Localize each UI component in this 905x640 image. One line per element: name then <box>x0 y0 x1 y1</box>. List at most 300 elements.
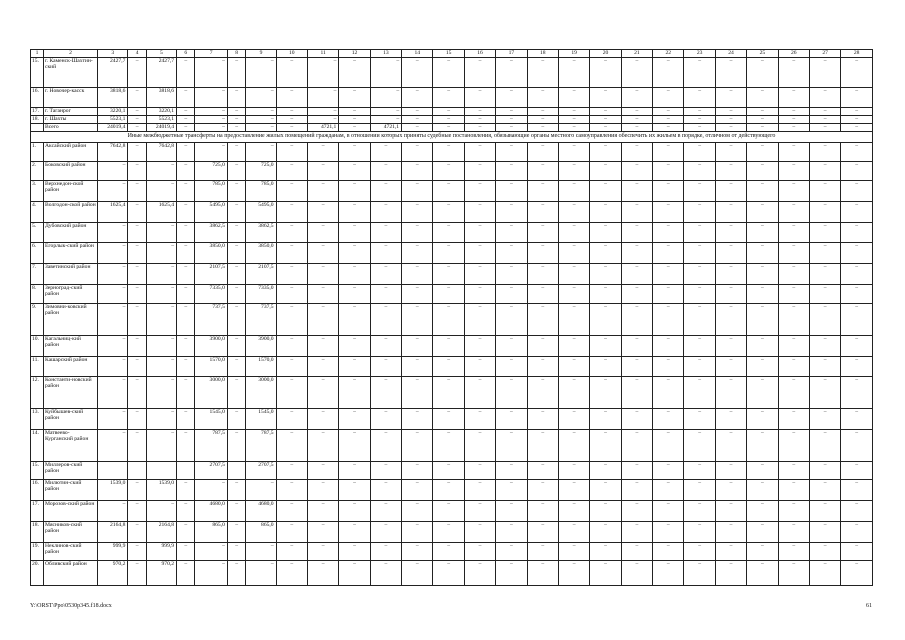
value-cell: – <box>98 263 128 284</box>
value-cell: – <box>621 284 652 303</box>
value-cell: – <box>276 560 307 585</box>
value-cell: – <box>177 284 195 303</box>
value-cell: – <box>590 500 621 521</box>
value-cell: – <box>496 263 527 284</box>
value-cell: – <box>715 116 746 124</box>
value-cell: – <box>177 429 195 461</box>
value-cell: – <box>778 222 809 242</box>
value-cell: – <box>684 201 715 222</box>
value-cell: – <box>621 429 652 461</box>
table-row <box>31 408 873 429</box>
value-cell: – <box>621 303 652 335</box>
row-number: 15. <box>31 58 44 88</box>
value-cell: 4721,1 <box>370 124 401 132</box>
value-cell: 5523,1 <box>146 116 176 124</box>
value-cell: – <box>177 376 195 408</box>
value-cell: – <box>558 242 589 263</box>
value-cell: – <box>177 542 195 560</box>
value-cell: – <box>402 408 433 429</box>
value-cell: – <box>590 479 621 500</box>
value-cell: – <box>778 180 809 201</box>
value-cell: 2164,8 <box>98 521 128 542</box>
value-cell: – <box>177 479 195 500</box>
value-cell: – <box>276 124 307 132</box>
row-name: Заветинский район <box>43 263 97 284</box>
value-cell: 970,2 <box>98 560 128 585</box>
value-cell: – <box>715 500 746 521</box>
value-cell: – <box>653 376 684 408</box>
value-cell: – <box>433 408 464 429</box>
value-cell: – <box>227 88 245 108</box>
value-cell: – <box>128 58 146 88</box>
row-name: г. Новочер-касск <box>43 88 97 108</box>
table-row <box>31 542 873 560</box>
value-cell: – <box>809 303 840 335</box>
row-name: г. Каменск-Шахтин-ский <box>43 58 97 88</box>
value-cell: 2164,8 <box>146 521 176 542</box>
value-cell: – <box>684 560 715 585</box>
value-cell: – <box>621 479 652 500</box>
value-cell: – <box>715 108 746 116</box>
column-number: 5 <box>146 50 176 58</box>
value-cell: – <box>339 542 370 560</box>
value-cell: – <box>809 356 840 376</box>
value-cell: – <box>339 124 370 132</box>
value-cell: – <box>128 429 146 461</box>
table-row <box>31 108 873 116</box>
value-cell: – <box>246 479 276 500</box>
value-cell: – <box>307 161 338 180</box>
row-name: г. Шахты <box>43 116 97 124</box>
value-cell: – <box>527 303 558 335</box>
column-number: 20 <box>590 50 621 58</box>
value-cell: – <box>809 263 840 284</box>
value-cell: – <box>177 142 195 161</box>
row-number: 16. <box>31 479 44 500</box>
value-cell: – <box>527 560 558 585</box>
value-cell: 7335,0 <box>195 284 227 303</box>
table-row <box>31 263 873 284</box>
value-cell: – <box>98 500 128 521</box>
value-cell: – <box>841 500 873 521</box>
value-cell: – <box>464 560 495 585</box>
value-cell: 5495,0 <box>246 201 276 222</box>
value-cell: – <box>177 222 195 242</box>
value-cell: – <box>370 479 401 500</box>
column-number: 28 <box>841 50 873 58</box>
value-cell: – <box>841 408 873 429</box>
column-number: 21 <box>621 50 652 58</box>
table-row <box>31 124 873 132</box>
value-cell: – <box>621 461 652 479</box>
value-cell: – <box>621 222 652 242</box>
value-cell: – <box>841 124 873 132</box>
value-cell: – <box>433 303 464 335</box>
value-cell: – <box>276 108 307 116</box>
value-cell: 2427,7 <box>98 58 128 88</box>
value-cell: 4680,0 <box>246 500 276 521</box>
value-cell: – <box>339 500 370 521</box>
value-cell: – <box>496 376 527 408</box>
value-cell: – <box>276 222 307 242</box>
value-cell: – <box>433 108 464 116</box>
value-cell: – <box>370 58 401 88</box>
value-cell: – <box>590 408 621 429</box>
value-cell: – <box>653 161 684 180</box>
value-cell: – <box>653 500 684 521</box>
column-number: 2 <box>43 50 97 58</box>
value-cell: – <box>841 201 873 222</box>
value-cell: – <box>276 376 307 408</box>
value-cell: – <box>464 408 495 429</box>
value-cell: 725,0 <box>246 161 276 180</box>
value-cell: – <box>370 560 401 585</box>
value-cell: – <box>715 201 746 222</box>
value-cell: – <box>227 284 245 303</box>
value-cell: – <box>146 180 176 201</box>
value-cell: – <box>809 408 840 429</box>
value-cell: – <box>684 88 715 108</box>
value-cell: – <box>684 303 715 335</box>
value-cell: – <box>527 542 558 560</box>
value-cell: – <box>402 142 433 161</box>
value-cell: – <box>684 180 715 201</box>
value-cell: – <box>684 263 715 284</box>
value-cell: – <box>778 500 809 521</box>
value-cell: – <box>464 242 495 263</box>
value-cell: – <box>496 461 527 479</box>
value-cell: – <box>621 356 652 376</box>
value-cell: – <box>276 335 307 356</box>
value-cell: – <box>684 335 715 356</box>
value-cell: – <box>527 180 558 201</box>
value-cell: – <box>402 180 433 201</box>
value-cell: – <box>433 335 464 356</box>
value-cell: – <box>177 58 195 88</box>
value-cell: 999,9 <box>98 542 128 560</box>
row-name: г. Таганрог <box>43 108 97 116</box>
column-number: 7 <box>195 50 227 58</box>
value-cell: – <box>339 263 370 284</box>
value-cell: – <box>128 284 146 303</box>
value-cell: – <box>496 500 527 521</box>
value-cell: – <box>590 124 621 132</box>
value-cell: – <box>653 303 684 335</box>
value-cell: – <box>177 242 195 263</box>
value-cell: – <box>128 242 146 263</box>
value-cell: – <box>195 560 227 585</box>
value-cell: – <box>307 142 338 161</box>
value-cell: – <box>841 242 873 263</box>
value-cell: – <box>558 479 589 500</box>
value-cell: – <box>146 284 176 303</box>
value-cell: – <box>715 335 746 356</box>
row-name: Обливский район <box>43 560 97 585</box>
value-cell: – <box>307 116 338 124</box>
value-cell: – <box>527 242 558 263</box>
value-cell: – <box>307 108 338 116</box>
value-cell: – <box>747 303 778 335</box>
value-cell: – <box>841 303 873 335</box>
value-cell: – <box>684 124 715 132</box>
value-cell: 999,9 <box>146 542 176 560</box>
value-cell: – <box>146 263 176 284</box>
value-cell: – <box>841 161 873 180</box>
value-cell: – <box>227 500 245 521</box>
value-cell: – <box>684 161 715 180</box>
value-cell: – <box>276 180 307 201</box>
column-number: 1 <box>31 50 44 58</box>
value-cell: – <box>558 429 589 461</box>
row-number: 17. <box>31 108 44 116</box>
value-cell: – <box>98 376 128 408</box>
value-cell: 2107,5 <box>246 263 276 284</box>
value-cell: – <box>128 116 146 124</box>
value-cell: – <box>653 335 684 356</box>
value-cell: – <box>747 180 778 201</box>
value-cell: – <box>276 461 307 479</box>
value-cell: – <box>496 303 527 335</box>
value-cell: – <box>307 284 338 303</box>
value-cell: – <box>195 124 227 132</box>
value-cell: – <box>496 560 527 585</box>
value-cell: – <box>402 108 433 116</box>
value-cell: – <box>496 542 527 560</box>
row-name: Зерноград-ский район <box>43 284 97 303</box>
value-cell: – <box>747 429 778 461</box>
value-cell: – <box>307 479 338 500</box>
value-cell: – <box>464 88 495 108</box>
value-cell: – <box>653 242 684 263</box>
value-cell: – <box>227 429 245 461</box>
value-cell: – <box>653 263 684 284</box>
value-cell: – <box>684 116 715 124</box>
value-cell: – <box>433 201 464 222</box>
value-cell: – <box>276 542 307 560</box>
value-cell: – <box>402 303 433 335</box>
value-cell: – <box>778 58 809 88</box>
value-cell: – <box>433 284 464 303</box>
value-cell: – <box>527 222 558 242</box>
value-cell: – <box>527 521 558 542</box>
value-cell: – <box>227 479 245 500</box>
value-cell: – <box>747 479 778 500</box>
value-cell: – <box>558 108 589 116</box>
column-number: 18 <box>527 50 558 58</box>
value-cell: – <box>621 263 652 284</box>
value-cell: – <box>558 201 589 222</box>
value-cell: 3220,1 <box>98 108 128 116</box>
value-cell: – <box>433 461 464 479</box>
value-cell: – <box>653 284 684 303</box>
value-cell: – <box>621 500 652 521</box>
value-cell: 3850,0 <box>195 242 227 263</box>
column-number: 23 <box>684 50 715 58</box>
value-cell: – <box>715 142 746 161</box>
value-cell: – <box>276 142 307 161</box>
value-cell: 787,5 <box>246 429 276 461</box>
value-cell: – <box>128 408 146 429</box>
value-cell: – <box>747 500 778 521</box>
value-cell: – <box>841 356 873 376</box>
value-cell: – <box>128 88 146 108</box>
value-cell: – <box>246 108 276 116</box>
value-cell: – <box>715 180 746 201</box>
value-cell: – <box>227 560 245 585</box>
value-cell: – <box>590 242 621 263</box>
value-cell: – <box>527 335 558 356</box>
footer-file-path: Y:\ORST\Ppo\0530p345.f18.docx <box>30 603 112 609</box>
value-cell: – <box>339 58 370 88</box>
value-cell: – <box>402 461 433 479</box>
value-cell: – <box>246 58 276 88</box>
value-cell: – <box>496 201 527 222</box>
value-cell: – <box>128 161 146 180</box>
value-cell: – <box>590 180 621 201</box>
value-cell: – <box>684 500 715 521</box>
value-cell: – <box>621 376 652 408</box>
value-cell: – <box>621 201 652 222</box>
value-cell: – <box>177 263 195 284</box>
value-cell: – <box>496 180 527 201</box>
value-cell: 5495,0 <box>195 201 227 222</box>
footer-page-number: 61 <box>866 603 872 609</box>
value-cell: – <box>276 201 307 222</box>
value-cell: – <box>496 429 527 461</box>
value-cell: – <box>433 58 464 88</box>
value-cell: – <box>558 542 589 560</box>
value-cell: – <box>527 356 558 376</box>
value-cell: – <box>496 116 527 124</box>
table-row <box>31 142 873 161</box>
value-cell: – <box>433 542 464 560</box>
value-cell: 4680,0 <box>195 500 227 521</box>
value-cell: – <box>177 116 195 124</box>
value-cell: – <box>370 284 401 303</box>
column-number: 15 <box>433 50 464 58</box>
value-cell: – <box>809 108 840 116</box>
value-cell: 3818,6 <box>146 88 176 108</box>
value-cell: – <box>590 88 621 108</box>
value-cell: 737,5 <box>195 303 227 335</box>
value-cell: – <box>496 284 527 303</box>
value-cell: – <box>307 263 338 284</box>
value-cell: – <box>402 88 433 108</box>
value-cell: – <box>841 284 873 303</box>
value-cell: – <box>715 479 746 500</box>
column-number: 8 <box>227 50 245 58</box>
value-cell: – <box>653 356 684 376</box>
value-cell: – <box>227 142 245 161</box>
value-cell: – <box>307 201 338 222</box>
table-row <box>31 335 873 356</box>
row-number: 5. <box>31 222 44 242</box>
value-cell: – <box>747 242 778 263</box>
value-cell: – <box>227 263 245 284</box>
column-number: 22 <box>653 50 684 58</box>
value-cell: – <box>370 88 401 108</box>
value-cell: – <box>558 142 589 161</box>
value-cell: – <box>276 161 307 180</box>
value-cell: – <box>496 88 527 108</box>
value-cell: – <box>809 542 840 560</box>
value-cell: – <box>339 88 370 108</box>
value-cell: – <box>590 376 621 408</box>
value-cell: – <box>809 116 840 124</box>
value-cell: – <box>747 263 778 284</box>
value-cell: 5523,1 <box>98 116 128 124</box>
value-cell: – <box>621 542 652 560</box>
table-row <box>31 356 873 376</box>
value-cell: – <box>177 560 195 585</box>
value-cell: – <box>433 263 464 284</box>
value-cell: – <box>778 335 809 356</box>
value-cell: – <box>177 303 195 335</box>
value-cell: – <box>715 222 746 242</box>
value-cell: – <box>778 560 809 585</box>
value-cell: – <box>841 542 873 560</box>
value-cell: – <box>778 284 809 303</box>
table-row <box>31 201 873 222</box>
value-cell: 1545,0 <box>246 408 276 429</box>
value-cell: – <box>433 222 464 242</box>
value-cell: – <box>195 142 227 161</box>
value-cell: – <box>684 142 715 161</box>
value-cell: – <box>339 180 370 201</box>
value-cell: – <box>227 222 245 242</box>
value-cell: – <box>464 201 495 222</box>
value-cell: – <box>128 376 146 408</box>
value-cell: 1625,4 <box>146 201 176 222</box>
row-number: 1. <box>31 142 44 161</box>
row-number: 6. <box>31 242 44 263</box>
value-cell: – <box>433 242 464 263</box>
value-cell: – <box>778 201 809 222</box>
value-cell: – <box>653 521 684 542</box>
value-cell: – <box>653 201 684 222</box>
value-cell: – <box>653 142 684 161</box>
value-cell: – <box>841 263 873 284</box>
value-cell: – <box>496 222 527 242</box>
value-cell: – <box>747 222 778 242</box>
value-cell: – <box>146 303 176 335</box>
row-name: Зимовни-ковский район <box>43 303 97 335</box>
value-cell: – <box>747 461 778 479</box>
value-cell: – <box>98 161 128 180</box>
value-cell: 1539,0 <box>98 479 128 500</box>
value-cell: – <box>558 116 589 124</box>
value-cell: – <box>841 58 873 88</box>
column-number: 10 <box>276 50 307 58</box>
value-cell: – <box>747 108 778 116</box>
value-cell: – <box>841 376 873 408</box>
row-number: 2. <box>31 161 44 180</box>
value-cell: – <box>227 376 245 408</box>
value-cell: – <box>227 124 245 132</box>
value-cell: – <box>527 263 558 284</box>
value-cell: – <box>98 242 128 263</box>
value-cell: – <box>307 429 338 461</box>
value-cell: – <box>402 58 433 88</box>
row-name: Морозов-ский район <box>43 500 97 521</box>
table-row <box>31 376 873 408</box>
value-cell: – <box>339 461 370 479</box>
value-cell: – <box>841 116 873 124</box>
value-cell: 3000,0 <box>246 376 276 408</box>
value-cell: – <box>590 335 621 356</box>
value-cell: – <box>227 521 245 542</box>
value-cell: 1545,0 <box>195 408 227 429</box>
